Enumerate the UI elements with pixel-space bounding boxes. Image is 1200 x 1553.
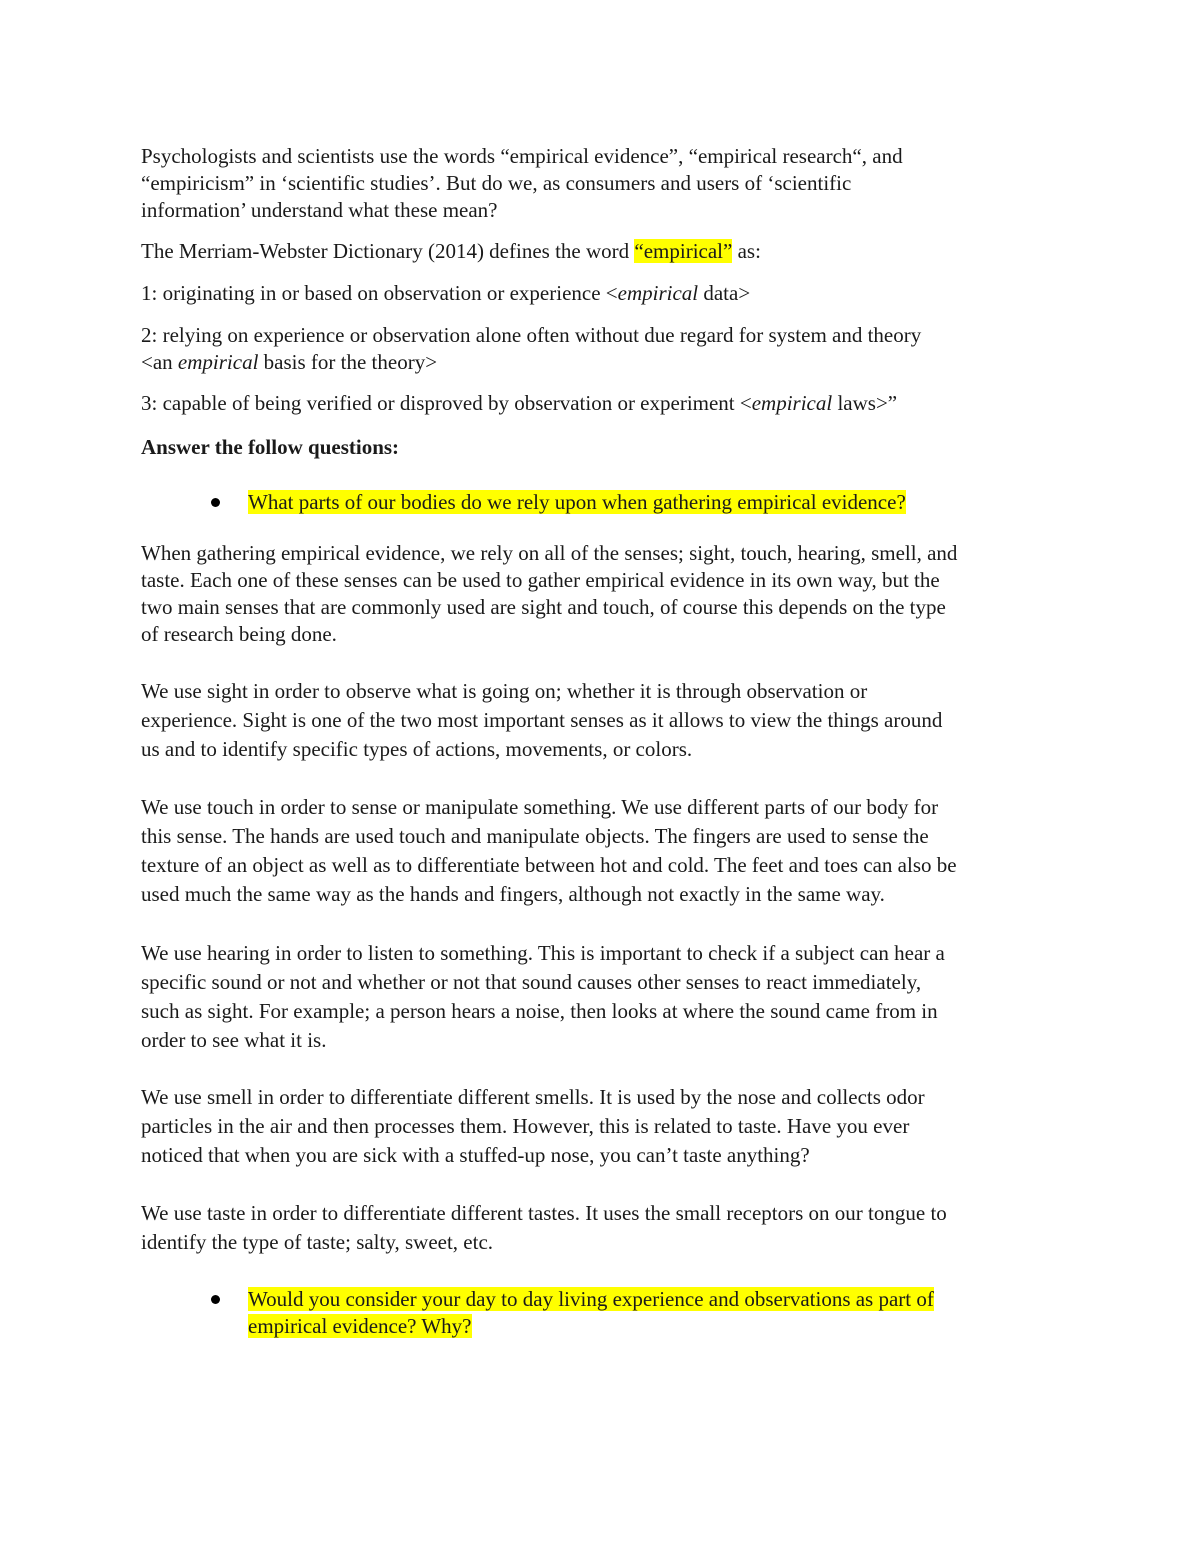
answer-paragraph <box>141 1199 1061 1257</box>
answer-line: used much the same way as the hands and fingers, although not exactly in the same way. <box>141 882 885 906</box>
questions-heading: Answer the follow questions: <box>141 435 400 459</box>
answer-line: us and to identify specific types of actions, movements, or colors. <box>141 737 693 761</box>
definition-text: laws>” <box>832 391 898 415</box>
bullet-icon <box>211 498 220 507</box>
highlighted-question: empirical evidence? Why? <box>248 1314 472 1338</box>
intro-line: Psychologists and scientists use the words “empirical evidence”, “empirical research“, and <box>141 144 903 168</box>
answer-line: We use hearing in order to listen to something. This is important to check if a subject can hear a <box>141 941 945 965</box>
definition-text: 1: originating in or based on observation or experience < <box>141 281 618 305</box>
answer-paragraph <box>141 540 1061 648</box>
answer-line: taste. Each one of these senses can be used to gather empirical evidence in its own way, but the <box>141 568 940 592</box>
answer-line: particles in the air and then processes them. However, this is related to taste. Have you ever <box>141 1114 910 1138</box>
definition-lead-text: The Merriam-Webster Dictionary (2014) defines the word <box>141 239 635 263</box>
answer-line: of research being done. <box>141 622 337 646</box>
question-text <box>248 489 1048 516</box>
answer-line: this sense. The hands are used touch and manipulate objects. The fingers are used to sense the <box>141 824 929 848</box>
answer-line: identify the type of taste; salty, sweet, etc. <box>141 1230 494 1254</box>
intro-line: information’ understand what these mean? <box>141 198 498 222</box>
definition-text: <an <box>141 350 178 374</box>
definition-lead-tail: as: <box>732 239 761 263</box>
answer-line: When gathering empirical evidence, we rely on all of the senses; sight, touch, hearing, smell, and <box>141 541 958 565</box>
answer-line: noticed that when you are sick with a stuffed-up nose, you can’t taste anything? <box>141 1143 810 1167</box>
highlighted-question: What parts of our bodies do we rely upon when gathering empirical evidence? <box>248 490 906 514</box>
answer-line: such as sight. For example; a person hears a noise, then looks at where the sound came from in <box>141 999 938 1023</box>
answer-line: order to see what it is. <box>141 1028 327 1052</box>
definition-text: 2: relying on experience or observation alone often without due regard for system and theory <box>141 323 922 347</box>
definition-emphasis: empirical <box>177 350 259 374</box>
definition-text: data> <box>698 281 751 305</box>
definition-3 <box>141 390 1061 417</box>
answer-line: texture of an object as well as to differentiate between hot and cold. The feet and toes can also be <box>141 853 957 877</box>
answer-paragraph <box>141 793 1061 909</box>
answer-paragraph <box>141 939 1061 1055</box>
definition-1 <box>141 280 1061 307</box>
answer-line: We use touch in order to sense or manipulate something. We use different parts of our body for <box>141 795 939 819</box>
question-text <box>248 1286 1048 1340</box>
intro-line: “empiricism” in ‘scientific studies’. But do we, as consumers and users of ‘scientific <box>141 171 852 195</box>
answer-paragraph <box>141 1083 1061 1170</box>
answer-line: We use smell in order to differentiate different smells. It is used by the nose and collects odor <box>141 1085 925 1109</box>
bullet-icon <box>211 1295 220 1304</box>
answer-line: We use taste in order to differentiate different tastes. It uses the small receptors on our tongue to <box>141 1201 947 1225</box>
answer-line: We use sight in order to observe what is going on; whether it is through observation or <box>141 679 868 703</box>
definition-emphasis: empirical <box>617 281 699 305</box>
highlighted-term: “empirical” <box>634 239 733 263</box>
intro-paragraph <box>141 143 1061 224</box>
answer-line: two main senses that are commonly used are sight and touch, of course this depends on the type <box>141 595 946 619</box>
highlighted-question: Would you consider your day to day living experience and observations as part of <box>248 1287 934 1311</box>
definition-lead <box>141 238 1061 265</box>
answer-line: experience. Sight is one of the two most important senses as it allows to view the things around <box>141 708 943 732</box>
definition-text: 3: capable of being verified or disproved by observation or experiment < <box>141 391 752 415</box>
definition-text: basis for the theory> <box>258 350 438 374</box>
definition-emphasis: empirical <box>751 391 833 415</box>
definition-2 <box>141 322 1061 376</box>
definition-example <box>141 349 1061 376</box>
answer-paragraph <box>141 677 1061 764</box>
answer-line: specific sound or not and whether or not that sound causes other senses to react immediately, <box>141 970 922 994</box>
